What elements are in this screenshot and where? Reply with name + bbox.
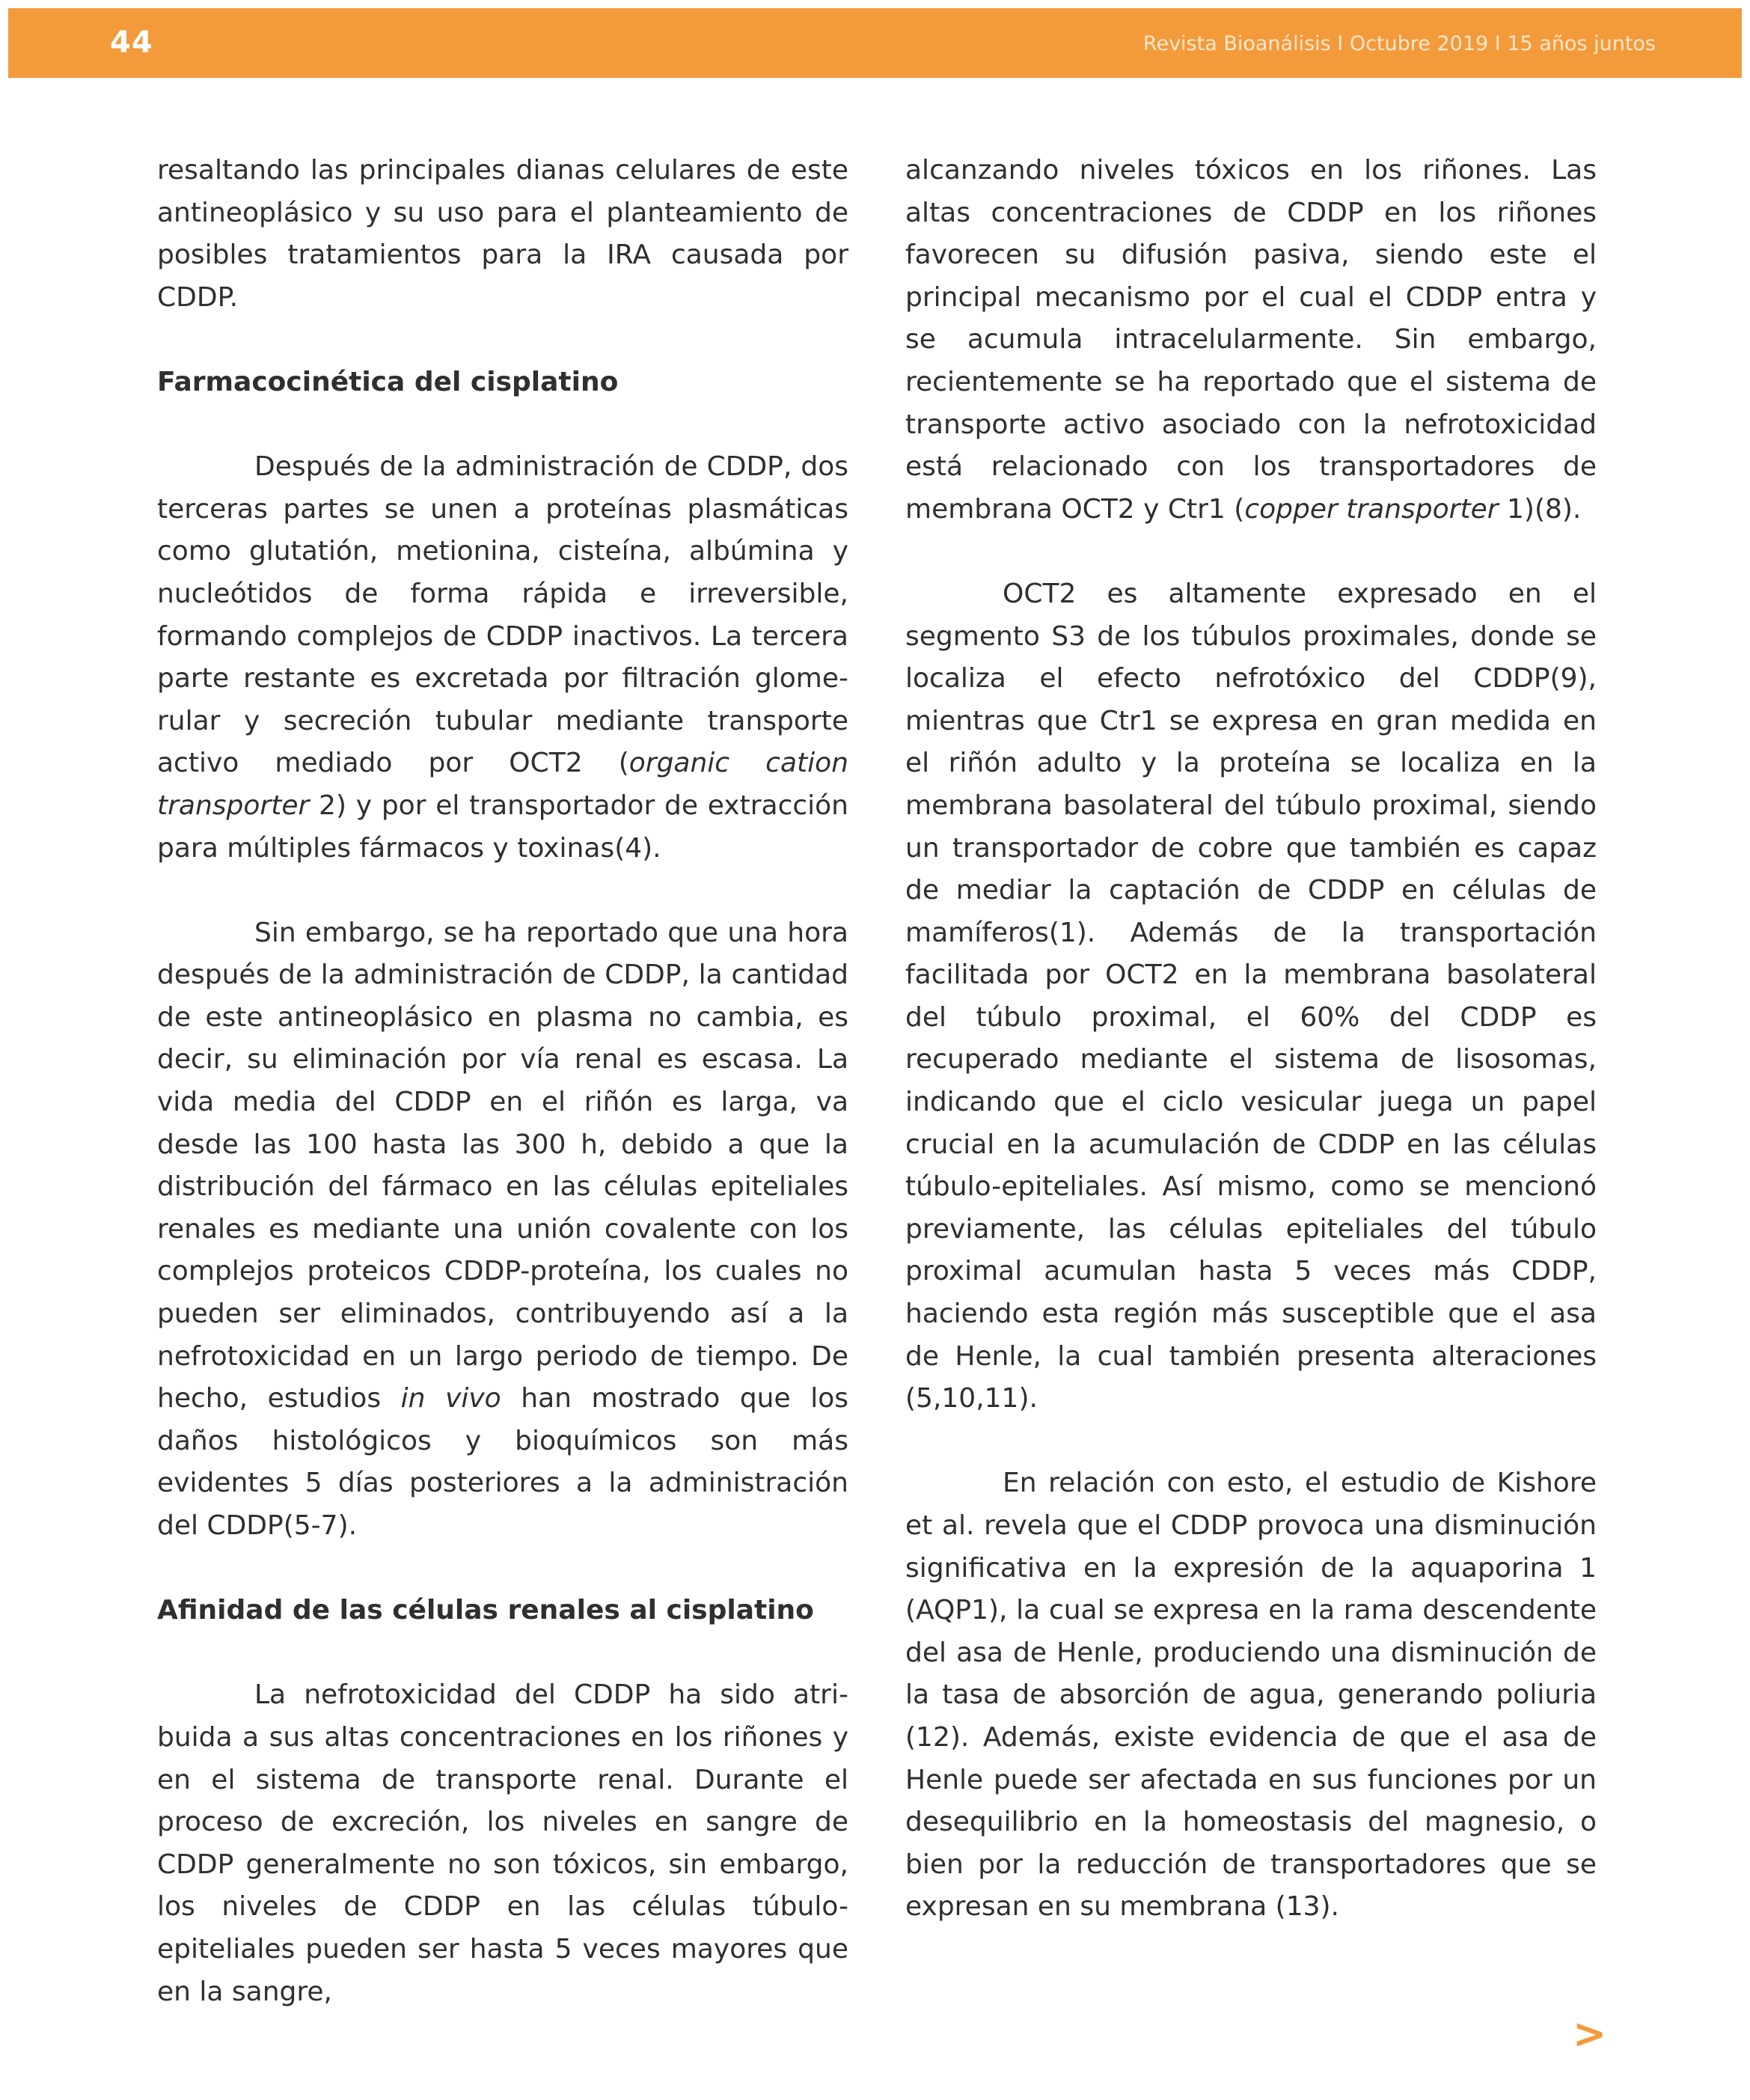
running-header: Revista Bioanálisis I Octubre 2019 I 15 años juntos — [1142, 32, 1656, 55]
section-heading-pharmacokinetics: Farmacocinética del cisplatino — [157, 366, 619, 397]
paragraph: La nefrotoxicidad del CDDP ha sido atribuida a sus altas concentraciones en los riñones y en el sistema de transporte renal. Durante el proceso de excreción, los niveles en sangre de CDDP generalmente no son tóxicos, sin embargo, los niveles de CDDP en las células túbulo-epiteliales pueden ser hasta 5 veces mayores que en la sangre, — [157, 1679, 848, 2007]
paragraph: alcanzando niveles tóxicos en los riñones. Las altas concentraciones de CDDP en los riñones favorecen su difusión pasiva, siendo este el principal mecanismo por el cual el CDDP entra y se acumula intracelularmente. Sin embargo, recientemente se ha reportado que el sistema de transporte activo asociado con la nefrotoxicidad está relacionado con los transportadores de membrana OCT2 y Ctr1 (copper transporter 1)(8). — [905, 155, 1597, 525]
paragraph: OCT2 es altamente expresado en el segmento S3 de los túbulos proximales, donde se localiza el efecto nefrotóxico del CDDP(9), mientras que Ctr1 se expresa en gran medida en el riñón adulto y la proteína se localiza en la membrana basolateral del túbulo proximal, siendo un transportador de cobre que también es capaz de mediar la captación de CDDP en células de mamíferos(1). Además de la transportación facilitada por OCT2 en la membrana basolateral del túbulo proximal, el 60% del CDDP es recuperado mediante el sistema de lisosomas, indicando que el ciclo vesicular juega un papel crucial en la acumulación de CDDP en las células túbulo-epiteliales. Así mismo, como se mencionó previamente, las células epiteliales del túbulo proximal acumulan hasta 5 veces más CDDP, haciendo esta región más susceptible que el asa de Henle, la cual también presenta alteraciones (5,10,11). — [905, 578, 1597, 1414]
paragraph: resaltando las principales dianas celulares de este antineoplásico y su uso para el planteamiento de posibles tratamientos para la IRA causada por CDDP. — [157, 155, 848, 313]
section-heading-renal-affinity: Afinidad de las células renales al cisplatino — [157, 1595, 814, 1626]
paragraph: En relación con esto, el estudio de Kishore et al. revela que el CDDP provoca una disminución significativa en la expresión de la aquaporina 1 (AQP1), la cual se expresa en la rama descendente del asa de Henle, produciendo una disminución de la tasa de absorción de agua, generando poliuria (12). Además, existe evidencia de que el asa de Henle puede ser afectada en sus funciones por un desequilibrio en la homeostasis del magnesio, o bien por la reducción de transportadores que se expresan en su membrana (13). — [905, 1468, 1597, 1923]
paragraph: Sin embargo, se ha reportado que una hora después de la administración de CDDP, la cantidad de este antineoplásico en plasma no cambia, es decir, su eliminación por vía renal es escasa. La vida media del CDDP en el riñón es larga, va desde las 100 hasta las 300 h, debido a que la distribución del fármaco en las células epiteliales renales es mediante una unión covalente con los complejos proteicos CDDP-proteína, los cuales no pueden ser eliminados, contribuyendo así a la nefrotoxicidad en un largo periodo de tiempo. De hecho, estudios in vivo han mostrado que los daños histológicos y bioquímicos son más evidentes 5 días posteriores a la administración del CDDP(5-7). — [157, 917, 848, 1541]
page-number: 44 — [110, 25, 153, 60]
next-page-arrow-icon[interactable]: > — [1573, 2010, 1607, 2057]
header-bar — [8, 8, 1742, 78]
paragraph: Después de la administración de CDDP, dos terceras partes se unen a proteínas plasmáticas como glutatión, metionina, cisteína, albúmina y nucleótidos de forma rápida e irreversible, formando complejos de CDDP inactivos. La tercera parte restante es excretada por filtración glomerular y secreción tubular mediante transporte activo mediado por OCT2 (organic cation transporter 2) y por el transportador de extracción para múltiples fármacos y toxinas(4). — [157, 451, 848, 864]
right-column — [905, 150, 1597, 1929]
left-column — [157, 150, 848, 2013]
